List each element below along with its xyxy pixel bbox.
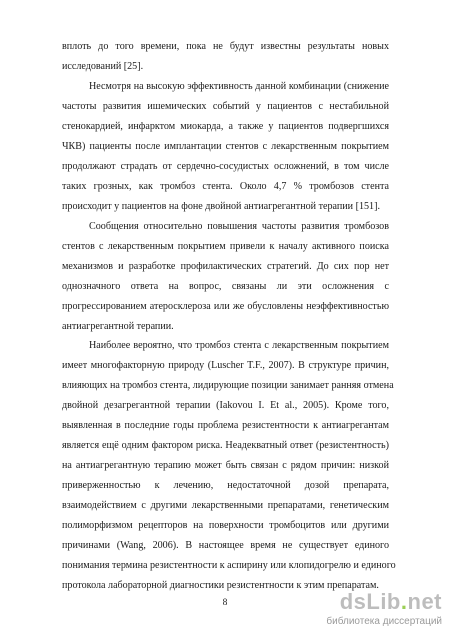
paragraph-first-line: Наиболее вероятно, что тромбоз стента с лекарственным покрытием xyxy=(89,340,389,352)
watermark-logo: dsLib.net xyxy=(339,589,442,614)
paragraph-first-line: Несмотря на высокую эффективность данной комбинации (снижение xyxy=(89,80,389,92)
text-line: выявленная в последние годы проблема резистентности к антиагрегантам xyxy=(62,420,389,432)
text-line: происходит у пациентов на фоне двойной антиагрегантной терапии [151]. xyxy=(62,200,380,212)
text-line: частоты развития ишемических событий у пациентов с нестабильной xyxy=(62,100,389,112)
text-line: взаимодействием с другими лекарственными препаратами, генетическим xyxy=(62,500,389,512)
watermark-subtitle: библиотека диссертаций xyxy=(326,616,442,627)
text-line: на антиагрегантную терапию может быть связан с рядом причин: низкой xyxy=(62,460,389,472)
text-line: стентов с лекарственным покрытием привели к началу активного поиска xyxy=(62,240,389,252)
text-line: антиагрегантной терапии. xyxy=(62,320,174,332)
page-number: 8 xyxy=(222,598,228,608)
text-line: имеет многофакторную природу (Luscher T.F., 2007). В структуре причин, xyxy=(62,360,389,372)
text-line: понимания термина резистентности к аспирину или клопидогрелю и единого xyxy=(62,560,396,571)
text-line: приверженностью к лечению, недостаточной дозой препарата, xyxy=(62,480,389,492)
text-line: прогрессированием атеросклероза или же обусловлены неэффективностью xyxy=(62,300,389,312)
text-line: причинами (Wang, 2006). В настоящее время не существует единого xyxy=(62,540,389,552)
text-line: является ещё одним фактором риска. Неадекватный ответ (резистентность) xyxy=(62,440,389,452)
text-line: таких грозных, как тромбоз стента. Около 4,7 % тромбозов стента xyxy=(62,180,389,192)
text-line: ЧКВ) пациенты после имплантации стентов с лекарственным покрытием xyxy=(62,140,389,152)
text-line: стенокардией, инфарктом миокарда, а также у пациентов подвергшихся xyxy=(62,120,389,132)
text-line: полиморфизмом рецепторов на поверхности тромбоцитов или другими xyxy=(62,520,389,532)
watermark xyxy=(307,589,442,631)
text-line: протокола лабораторной диагностики резистентности к этим препаратам. xyxy=(62,580,379,591)
text-line: исследований [25]. xyxy=(62,61,144,72)
text-line: однозначного ответа на вопрос, связаны ли эти осложнения с xyxy=(62,280,389,292)
text-line: вплоть до того времени, пока не будут известны результаты новых xyxy=(62,41,389,52)
text-line: двойной дезагрегантной терапии (Iakovou I. Et al., 2005). Кроме того, xyxy=(62,400,389,412)
paragraph-first-line: Сообщения относительно повышения частоты развития тромбозов xyxy=(89,220,389,232)
text-line: влияющих на тромбоз стента, лидирующие позиции занимает ранняя отмена xyxy=(62,380,394,392)
text-line: продолжают страдать от сердечно-сосудистых осложнений, в том числе xyxy=(62,160,389,172)
text-line: механизмов и разработке профилактических стратегий. До сих пор нет xyxy=(62,260,389,272)
